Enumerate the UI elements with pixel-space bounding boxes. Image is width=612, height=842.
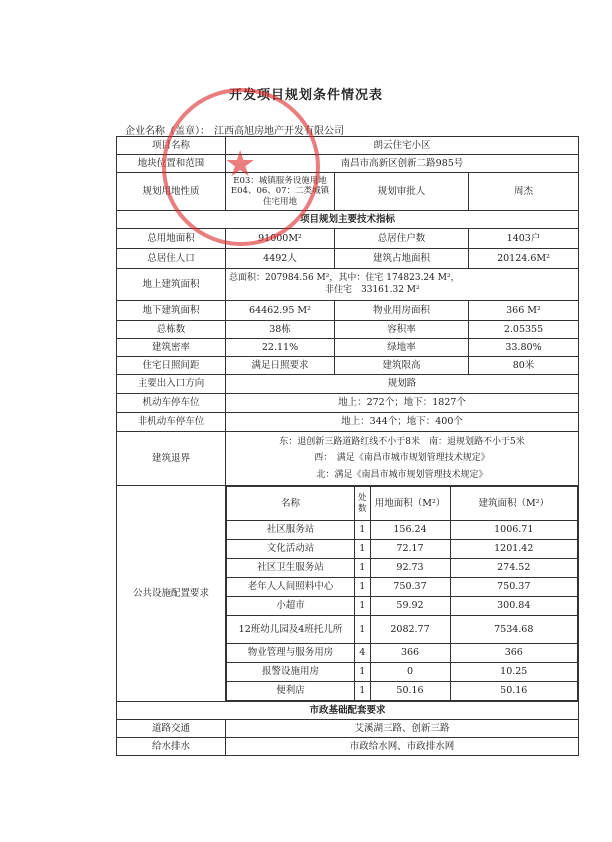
facility-count: 1 (355, 597, 371, 616)
building-footprint: 20124.6M² (469, 249, 579, 269)
facility-building-area: 750.37 (450, 578, 577, 597)
planning-table (116, 136, 579, 756)
total-population: 4492人 (226, 249, 335, 269)
table-row (117, 137, 579, 155)
facility-name: 社区服务站 (227, 521, 355, 540)
density-label: 建筑密率 (117, 339, 226, 357)
facility-count: 1 (355, 521, 371, 540)
facility-header-count: 处数 (355, 487, 371, 521)
facility-count: 1 (355, 559, 371, 578)
table-row (117, 301, 579, 321)
table-row (117, 155, 579, 173)
facility-building-area: 274.52 (450, 559, 577, 578)
table-row (117, 394, 579, 413)
total-land: 91000M² (226, 229, 335, 249)
land-use-label: 规划用地性质 (117, 173, 226, 211)
height: 80米 (469, 357, 579, 375)
facility-count: 1 (355, 663, 371, 682)
setback (226, 432, 579, 486)
table-row (117, 413, 579, 432)
road: 艾溪湖三路、创新三路 (226, 720, 579, 738)
property-room: 366 M² (469, 301, 579, 321)
table-row (117, 702, 579, 720)
facility-name: 12班幼儿园及4班托儿所 (227, 616, 355, 644)
land-use: E03：城镇服务设施用地 E04、06、07：二类城镇住宅用地 (226, 173, 335, 211)
green-label: 绿地率 (335, 339, 469, 357)
seal-star-icon: ★ (224, 144, 257, 185)
total-land-label: 总用地面积 (117, 229, 226, 249)
facility-name: 便利店 (227, 682, 355, 701)
above-ground-line-1: 总面积：207984.56 M²，其中：住宅 174823.24 M²， (229, 273, 460, 284)
facilities-label: 公共设施配置要求 (117, 486, 226, 702)
facility-row (227, 521, 578, 540)
property-room-label: 物业用房面积 (335, 301, 469, 321)
water: 市政给水网、市政排水网 (226, 738, 579, 756)
facility-land-area: 50.16 (370, 682, 450, 701)
facility-building-area: 50.16 (450, 682, 577, 701)
facility-land-area: 92.73 (370, 559, 450, 578)
facility-name: 老年人人间照料中心 (227, 578, 355, 597)
car-parking-label: 机动车停车位 (117, 394, 226, 413)
facilities-header (227, 487, 578, 521)
facility-row (227, 559, 578, 578)
facility-count: 1 (355, 540, 371, 559)
location-label: 地块位置和范围 (117, 155, 226, 173)
location: 南昌市高新区创新二路985号 (226, 155, 579, 173)
above-ground-area (226, 269, 579, 301)
project-name: 朗云住宅小区 (226, 137, 579, 155)
water-label: 给水排水 (117, 738, 226, 756)
facility-building-area: 1201.42 (450, 540, 577, 559)
facility-count: 1 (355, 682, 371, 701)
bike-parking: 地上：344个；地下：400个 (226, 413, 579, 432)
table-row (117, 720, 579, 738)
table-row (117, 357, 579, 375)
table-row (117, 211, 579, 229)
facility-count: 1 (355, 616, 371, 644)
table-row (117, 321, 579, 339)
facility-row (227, 644, 578, 663)
setback-label: 建筑退界 (117, 432, 226, 486)
total-households-label: 总居住户数 (335, 229, 469, 249)
facility-row (227, 578, 578, 597)
above-ground-line-2: 非住宅 33161.32 M² (325, 284, 420, 295)
facility-row (227, 540, 578, 559)
buildings-label: 总栋数 (117, 321, 226, 339)
company-line (125, 122, 344, 137)
facility-header-name: 名称 (227, 487, 355, 521)
density: 22.11% (226, 339, 335, 357)
facility-name: 报警设施用房 (227, 663, 355, 682)
facility-building-area: 366 (450, 644, 577, 663)
height-label: 建筑限高 (335, 357, 469, 375)
table-row (117, 229, 579, 249)
entrance-label: 主要出入口方向 (117, 375, 226, 394)
facility-building-area: 1006.71 (450, 521, 577, 540)
section-infra-header: 市政基础配套要求 (117, 702, 579, 720)
sunlight-label: 住宅日照间距 (117, 357, 226, 375)
facility-land-area: 72.17 (370, 540, 450, 559)
section-main-header: 项目规划主要技术指标 (117, 211, 579, 229)
underground: 64462.95 M² (226, 301, 335, 321)
table-row (117, 173, 579, 211)
setback-line-3: 北：满足《南昌市城市规划管理技术规定》 (316, 469, 488, 480)
page-title: 开发项目规划条件情况表 (228, 88, 383, 103)
underground-label: 地下建筑面积 (117, 301, 226, 321)
far: 2.05355 (469, 321, 579, 339)
approver: 周杰 (469, 173, 579, 211)
far-label: 容积率 (335, 321, 469, 339)
facility-count: 4 (355, 644, 371, 663)
above-ground-label: 地上建筑面积 (117, 269, 226, 301)
table-row (117, 738, 579, 756)
total-households: 1403户 (469, 229, 579, 249)
table-row (117, 269, 579, 301)
car-parking: 地上：272个；地下：1827个 (226, 394, 579, 413)
facility-row (227, 597, 578, 616)
facility-building-area: 10.25 (450, 663, 577, 682)
facilities-cell (226, 486, 579, 702)
sunlight: 满足日照要求 (226, 357, 335, 375)
company-name: 江西高旭房地产开发有限公司 (214, 126, 344, 137)
facility-header-build: 建筑面积（M²） (450, 487, 577, 521)
facility-row (227, 682, 578, 701)
company-label: 企业名称（盖章）： (125, 126, 210, 137)
facility-land-area: 59.92 (370, 597, 450, 616)
facility-count: 1 (355, 578, 371, 597)
facility-land-area: 2082.77 (370, 616, 450, 644)
bike-parking-label: 非机动车停车位 (117, 413, 226, 432)
facility-name: 文化活动站 (227, 540, 355, 559)
facility-row (227, 663, 578, 682)
project-name-label: 项目名称 (117, 137, 226, 155)
facility-row (227, 616, 578, 644)
facility-building-area: 300.84 (450, 597, 577, 616)
table-row (117, 339, 579, 357)
green: 33.80% (469, 339, 579, 357)
table-row (117, 432, 579, 486)
total-population-label: 总居住人口 (117, 249, 226, 269)
facility-name: 社区卫生服务站 (227, 559, 355, 578)
setback-line-2: 西： 满足《南昌市城市规划管理技术规定》 (314, 453, 490, 464)
facility-land-area: 366 (370, 644, 450, 663)
facility-land-area: 750.37 (370, 578, 450, 597)
building-footprint-label: 建筑占地面积 (335, 249, 469, 269)
approver-label: 规划审批人 (335, 173, 469, 211)
table-row (117, 486, 579, 702)
table-row (117, 249, 579, 269)
buildings: 38栋 (226, 321, 335, 339)
setback-line-1: 东：退创新三路道路红线不小于8米 南：退规划路不小于5米 (279, 437, 525, 448)
facilities-table (226, 486, 578, 701)
facility-name: 小超市 (227, 597, 355, 616)
road-label: 道路交通 (117, 720, 226, 738)
table-row (117, 375, 579, 394)
facility-name: 物业管理与服务用房 (227, 644, 355, 663)
facility-land-area: 0 (370, 663, 450, 682)
facility-building-area: 7534.68 (450, 616, 577, 644)
facility-land-area: 156.24 (370, 521, 450, 540)
entrance: 规划路 (226, 375, 579, 394)
facility-header-land: 用地面积（M²） (370, 487, 450, 521)
